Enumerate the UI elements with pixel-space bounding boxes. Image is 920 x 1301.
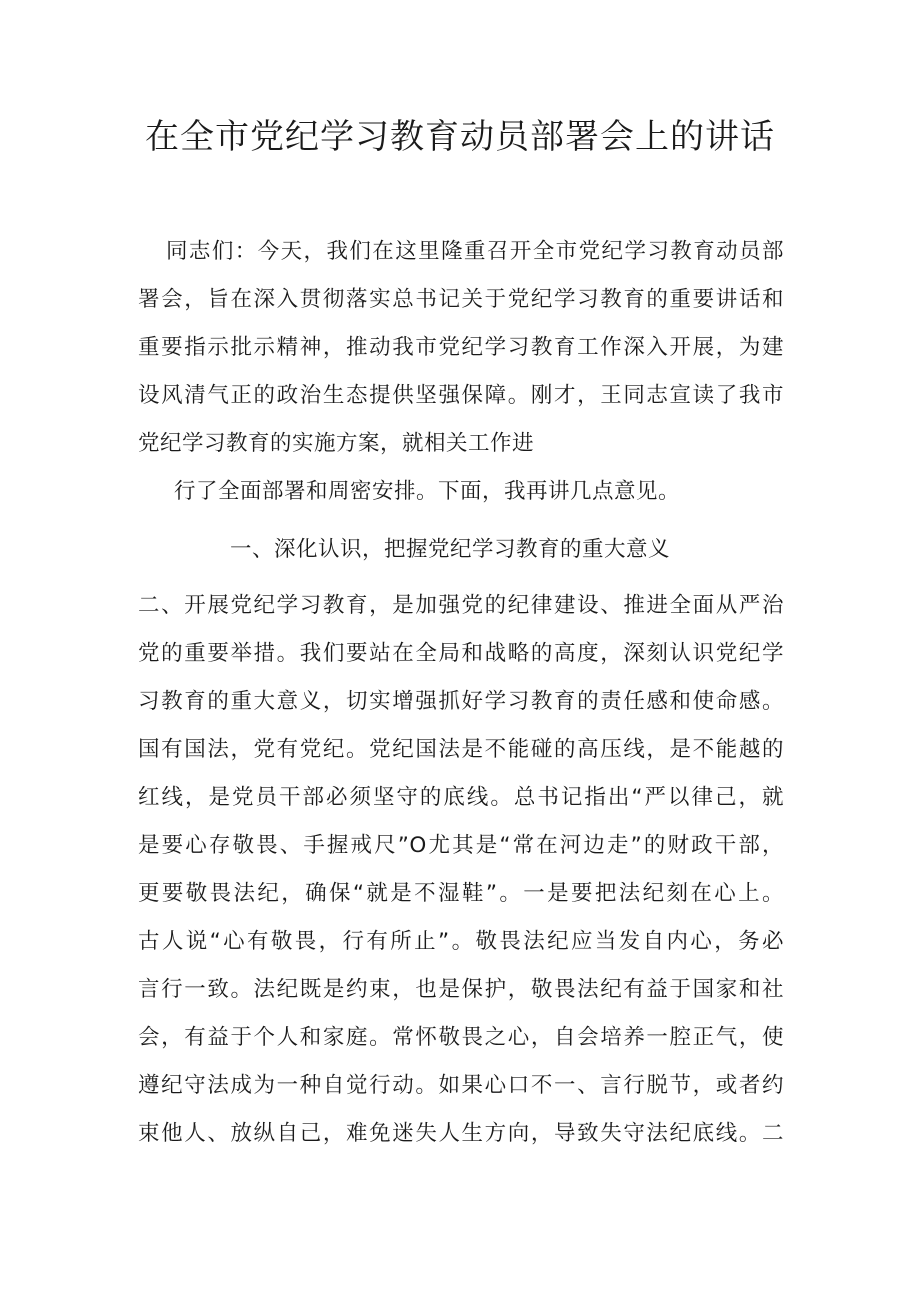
body-line: 习教育的重大意义，切实增强抓好学习教育的责任感和使命感。	[138, 689, 784, 714]
body-line: 红线，是党员干部必须坚守的底线。总书记指出“严以律己，就	[138, 785, 784, 810]
body-line: 国有国法，党有党纪。党纪国法是不能碰的高压线，是不能越的	[138, 737, 784, 762]
body-line: 会，有益于个人和家庭。常怀敬畏之心，自会培养一腔正气，使	[138, 1025, 784, 1050]
body-line: 二、开展党纪学习教育，是加强党的纪律建设、推进全面从严治	[138, 593, 784, 618]
section-heading: 一、深化认识，把握党纪学习教育的重大意义	[230, 537, 671, 562]
body-line: 古人说“心有敬畏，行有所止”。敬畏法纪应当发自内心，务必	[138, 929, 784, 954]
body-line: 言行一致。法纪既是约束，也是保护，敬畏法纪有益于国家和社	[138, 977, 784, 1002]
body-line: 是要心存敬畏、手握戒尺”O尤其是“常在河边走”的财政干部，	[138, 833, 784, 858]
body-line: 更要敬畏法纪，确保“就是不湿鞋”。一是要把法纪刻在心上。	[138, 881, 784, 906]
intro-line-2: 署会，旨在深入贯彻落实总书记关于党纪学习教育的重要讲话和	[138, 287, 784, 312]
intro-line-1: 同志们：今天，我们在这里隆重召开全市党纪学习教育动员部	[166, 239, 784, 264]
intro-line-3: 重要指示批示精神，推动我市党纪学习教育工作深入开展，为建	[138, 335, 784, 360]
page-title: 在全市党纪学习教育动员部署会上的讲话	[145, 117, 775, 157]
body-line: 党的重要举措。我们要站在全局和战略的高度，深刻认识党纪学	[138, 641, 784, 666]
body-line: 遵纪守法成为一种自觉行动。如果心口不一、言行脱节，或者约	[138, 1073, 784, 1098]
body-line: 束他人、放纵自己，难免迷失人生方向，导致失守法纪底线。二	[138, 1121, 784, 1146]
intro-line-4: 设风清气正的政治生态提供坚强保障。刚才，王同志宣读了我市	[138, 383, 784, 408]
intro-line-5: 党纪学习教育的实施方案，就相关工作进	[138, 431, 535, 456]
intro-continuation: 行了全面部署和周密安排。下面，我再讲几点意见。	[174, 479, 681, 504]
